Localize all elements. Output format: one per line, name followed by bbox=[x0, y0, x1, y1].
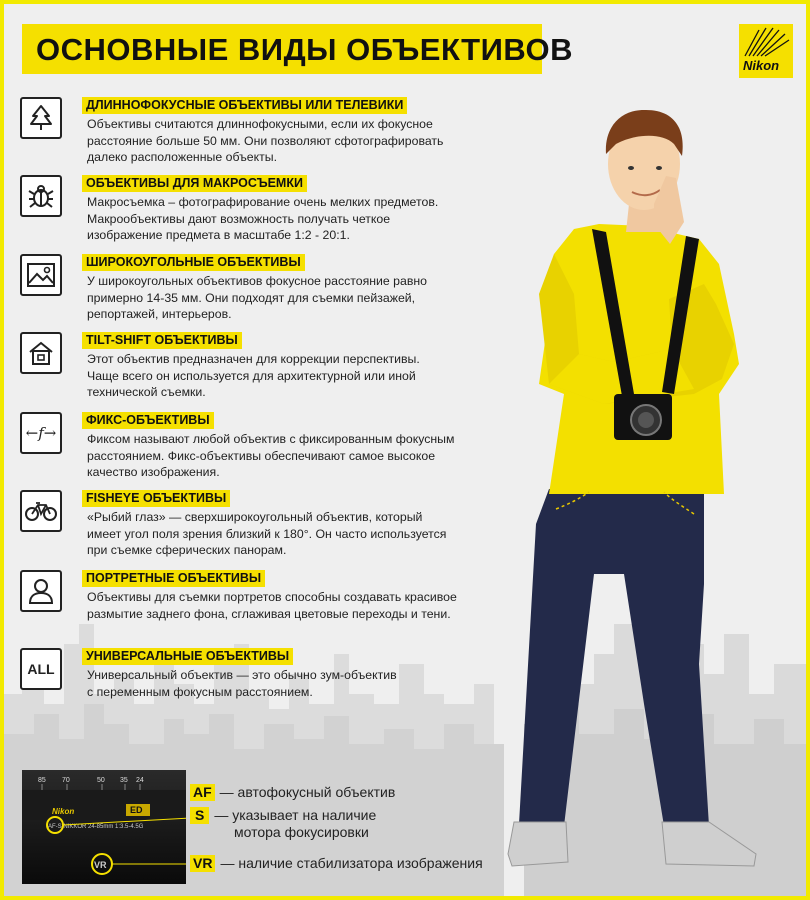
svg-text:VR: VR bbox=[94, 860, 107, 870]
house-icon bbox=[20, 332, 62, 374]
lens-type-tilt-shift bbox=[20, 332, 540, 410]
nikon-logo bbox=[739, 24, 793, 78]
lens-type-wide-angle bbox=[20, 254, 540, 332]
item-heading: FISHEYE ОБЪЕКТИВЫ bbox=[82, 490, 230, 507]
lens-type-universal bbox=[20, 648, 540, 726]
function-icon: ←f→ bbox=[20, 412, 62, 454]
legend-key: AF bbox=[190, 784, 215, 801]
tree-icon bbox=[20, 97, 62, 139]
bicycle-icon bbox=[20, 490, 62, 532]
item-description: Универсальный объектив — это обычно зум-объектив с переменным фокусным расстоянием. bbox=[87, 668, 397, 699]
item-description: Объективы считаются длиннофокусными, если их фокусное расстояние больше 50 мм. Они позволяют сфотографировать далеко расположенные объекты. bbox=[87, 117, 444, 164]
svg-text:24: 24 bbox=[136, 777, 144, 784]
bug-icon bbox=[20, 175, 62, 217]
item-description: Этот объектив предназначен для коррекции перспективы. Чаще всего он используется для архитектурной или иной технической съемки. bbox=[87, 352, 420, 399]
photographer-illustration bbox=[494, 104, 794, 884]
legend-vr bbox=[190, 855, 483, 872]
logo-wordmark: Nikon bbox=[743, 58, 780, 73]
svg-text:ED: ED bbox=[130, 805, 143, 815]
item-heading: ФИКС-ОБЪЕКТИВЫ bbox=[82, 412, 214, 429]
legend-key: VR bbox=[190, 855, 215, 872]
legend-text: — указывает на наличие bbox=[214, 807, 377, 823]
all-icon: ALL bbox=[20, 648, 62, 690]
lens-type-fisheye bbox=[20, 490, 540, 568]
item-description: У широкоугольных объективов фокусное расстояние равно примерно 14-35 мм. Они подходят для съемки пейзажей, репортажей, интерьеров. bbox=[87, 274, 428, 321]
svg-text:50: 50 bbox=[97, 777, 105, 784]
item-heading: УНИВЕРСАЛЬНЫЕ ОБЪЕКТИВЫ bbox=[82, 648, 293, 665]
landscape-icon bbox=[20, 254, 62, 296]
svg-text:70: 70 bbox=[62, 777, 70, 784]
lens-type-portrait bbox=[20, 570, 540, 648]
legend-key: S bbox=[190, 807, 209, 824]
title-banner bbox=[22, 24, 574, 74]
svg-text:AF-S NIKKOR 24-85mm 1:3.5-4.5G: AF-S NIKKOR 24-85mm 1:3.5-4.5G bbox=[48, 824, 144, 830]
item-heading: TILT-SHIFT ОБЪЕКТИВЫ bbox=[82, 332, 242, 349]
lens-type-prime bbox=[20, 412, 540, 490]
item-description: Макросъемка – фотографирование очень мелких предметов. Макрообъективы дают возможность получать четкое изображение предмета в масштабе 1:2 - 20:1. bbox=[87, 195, 439, 242]
svg-text:35: 35 bbox=[120, 777, 128, 784]
legend-s bbox=[190, 807, 376, 841]
item-heading: ДЛИННОФОКУСНЫЕ ОБЪЕКТИВЫ ИЛИ ТЕЛЕВИКИ bbox=[82, 97, 407, 114]
legend-text-2: мотора фокусировки bbox=[234, 824, 369, 840]
item-description: Фиксом называют любой объектив с фиксированным фокусным расстоянием. Фикс-объективы обеспечивают самое высокое качество изображения. bbox=[87, 432, 455, 479]
legend-text: — наличие стабилизатора изображения bbox=[220, 855, 483, 871]
lens-type-telephoto bbox=[20, 97, 540, 175]
svg-text:85: 85 bbox=[38, 777, 46, 784]
page-title: ОСНОВНЫЕ ВИДЫ ОБЪЕКТИВОВ bbox=[36, 32, 574, 67]
item-description: Объективы для съемки портретов способны создавать красивое размытие заднего фона, сглаживая цветовые переходы и тени. bbox=[87, 590, 457, 621]
item-description: «Рыбий глаз» — сверхширокоугольный объектив, который имеет угол поля зрения близкий к 180°. Он часто используется при съемке сферических панорам. bbox=[87, 510, 447, 557]
item-heading: ПОРТРЕТНЫЕ ОБЪЕКТИВЫ bbox=[82, 570, 265, 587]
item-heading: ШИРОКОУГОЛЬНЫЕ ОБЪЕКТИВЫ bbox=[82, 254, 305, 271]
svg-text:Nikon: Nikon bbox=[52, 807, 75, 816]
legend-text: — автофокусный объектив bbox=[219, 784, 396, 800]
lens-closeup-photo bbox=[22, 770, 186, 884]
infographic bbox=[4, 4, 806, 896]
lens-type-macro bbox=[20, 175, 540, 253]
portrait-icon bbox=[20, 570, 62, 612]
legend-af bbox=[190, 784, 395, 801]
item-heading: ОБЪЕКТИВЫ ДЛЯ МАКРОСЪЕМКИ bbox=[82, 175, 307, 192]
